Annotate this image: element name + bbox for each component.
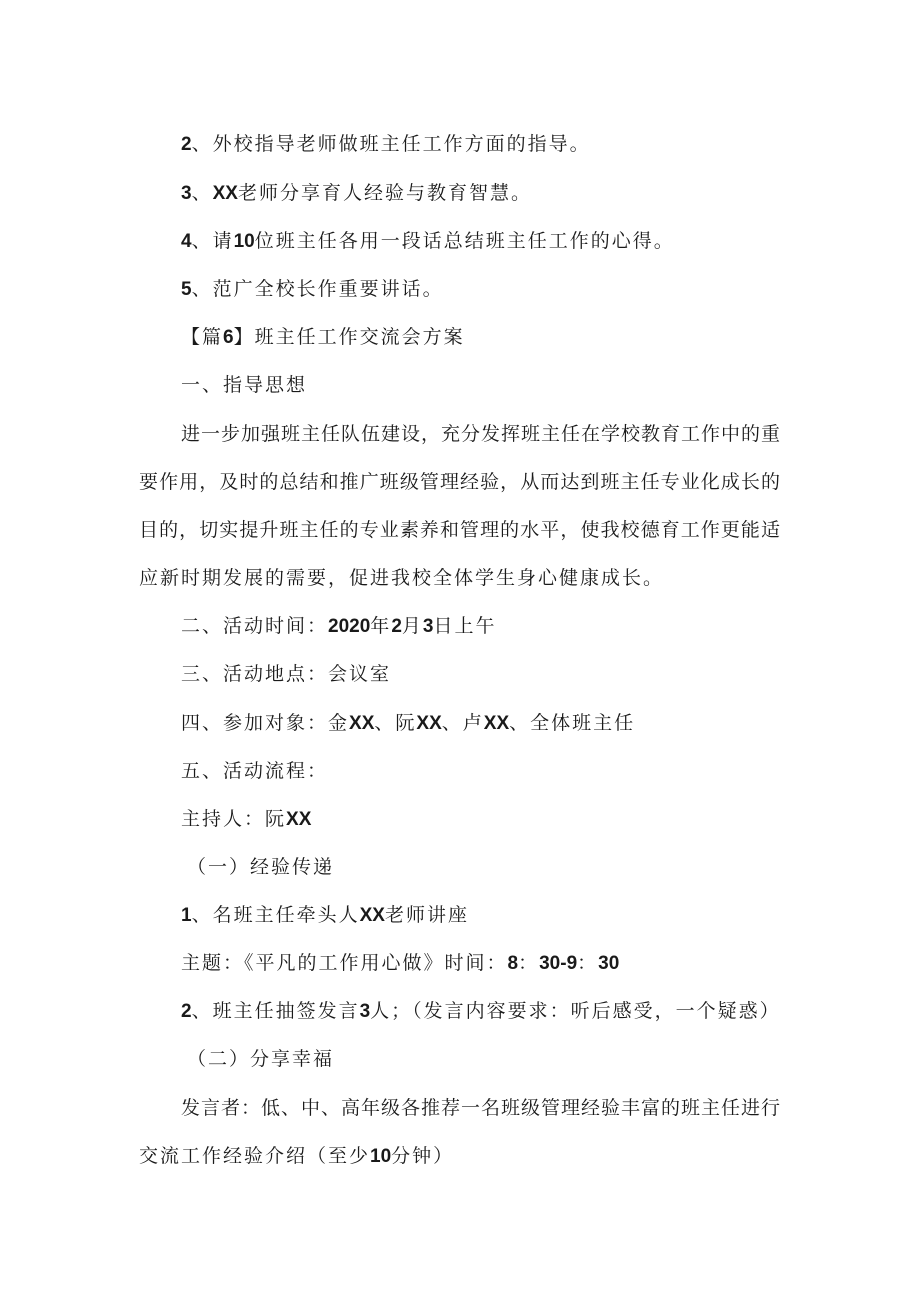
section-heading: 【篇6】班主任工作交流会方案 xyxy=(181,326,465,348)
host: 主持人：阮XX xyxy=(181,808,312,830)
list-item-3: 3、XX老师分享育人经验与教育智慧。 xyxy=(181,182,532,204)
lecture-topic-time: 主题：《平凡的工作用心做》时间：8：30-9：30 xyxy=(181,952,620,974)
list-item-5: 5、范广全校长作重要讲话。 xyxy=(181,278,444,300)
activity-process: 五、活动流程： xyxy=(181,760,329,782)
list-item-4: 4、请10位班主任各用一段话总结班主任工作的心得。 xyxy=(181,230,675,252)
subsection-share-happiness: （二）分享幸福 xyxy=(187,1048,335,1070)
paragraph-line-4: 应新时期发展的需要，促进我校全体学生身心健康成长。 xyxy=(139,567,665,589)
activity-time: 二、活动时间：2020年2月3日上午 xyxy=(181,615,497,637)
paragraph-line-3: 目的，切实提升班主任的专业素养和管理的水平，使我校德育工作更能适 xyxy=(139,519,781,541)
subheading-guiding-thought: 一、指导思想 xyxy=(181,374,308,396)
speakers-line-2: 交流工作经验介绍（至少10分钟） xyxy=(139,1145,455,1167)
list-item-2: 2、外校指导老师做班主任工作方面的指导。 xyxy=(181,133,591,155)
paragraph-line-2: 要作用，及时的总结和推广班级管理经验，从而达到班主任专业化成长的 xyxy=(139,471,781,493)
subsection-experience-transfer: （一）经验传递 xyxy=(187,856,335,878)
speakers-line-1: 发言者：低、中、高年级各推荐一名班级管理经验丰富的班主任进行 xyxy=(181,1097,782,1119)
activity-location: 三、活动地点：会议室 xyxy=(181,663,392,685)
lecture-item: 1、名班主任牵头人XX老师讲座 xyxy=(181,904,469,926)
speech-draw-item: 2、班主任抽签发言3人；（发言内容要求：听后感受，一个疑惑） xyxy=(181,1000,781,1022)
participants: 四、参加对象：金XX、阮XX、卢XX、全体班主任 xyxy=(181,712,636,734)
paragraph-line-1: 进一步加强班主任队伍建设，充分发挥班主任在学校教育工作中的重 xyxy=(181,423,782,445)
